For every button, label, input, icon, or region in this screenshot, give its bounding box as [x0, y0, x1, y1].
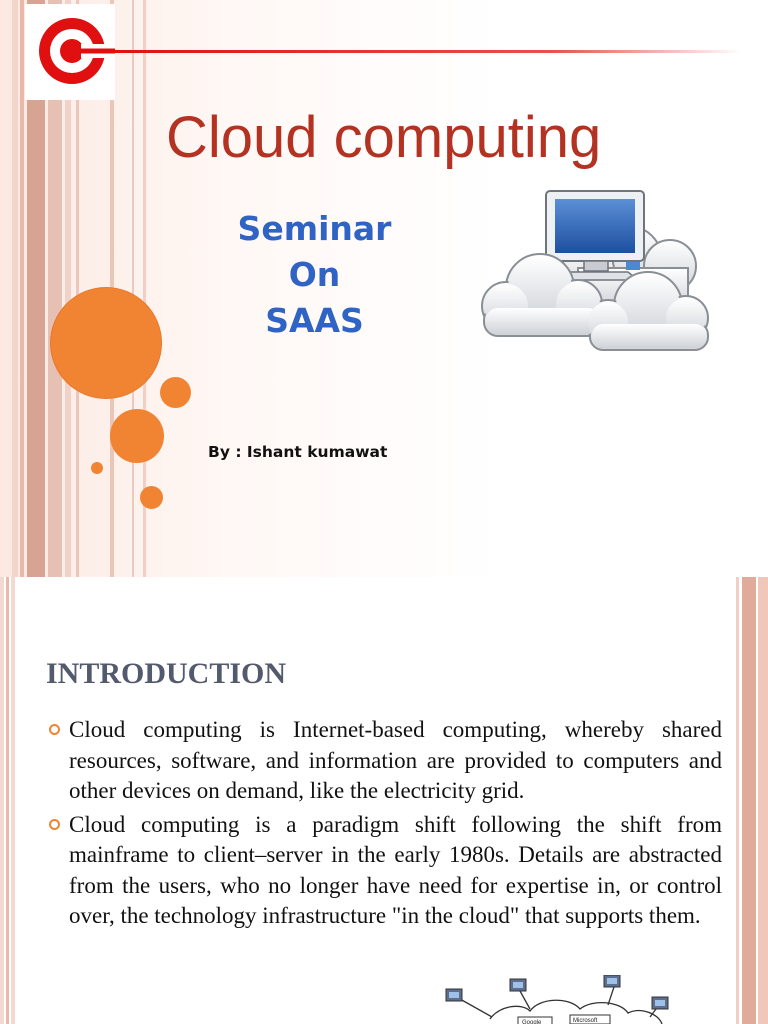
author-byline: By : Ishant kumawat	[208, 443, 388, 461]
bullet-icon	[49, 819, 60, 830]
seminar-subtitle	[232, 206, 397, 344]
bullet-icon	[49, 724, 60, 735]
stripe	[758, 577, 768, 1024]
stripe	[736, 577, 739, 1024]
list-item	[48, 715, 722, 807]
decor-circle	[110, 409, 164, 463]
decor-circle	[140, 486, 163, 509]
stripe	[11, 577, 15, 1024]
stripe	[742, 577, 756, 1024]
computer-icon	[446, 989, 462, 1001]
decor-circle	[51, 288, 161, 398]
section-heading: INTRODUCTION	[46, 657, 287, 690]
stripe	[20, 0, 24, 577]
stripe	[0, 577, 4, 1024]
decor-circle	[160, 377, 191, 408]
logo	[25, 4, 115, 100]
stripe	[12, 0, 18, 577]
decor-circle	[91, 462, 103, 474]
stripe	[6, 577, 9, 1024]
computer-icon	[652, 997, 668, 1009]
subtitle-line: On	[288, 255, 341, 294]
bullet-text: Cloud computing is a paradigm shift following the shift from mainframe to client–server in the early 1980s. Details are abstracted from the users, who no longer have need for expertise in, or control over, the technology infrastructure "in the cloud" that supports them.	[69, 811, 722, 928]
logo-line	[112, 50, 742, 53]
bullet-list	[48, 715, 722, 935]
diagram-label: Microsoft	[573, 1018, 598, 1024]
list-item	[48, 810, 722, 932]
subtitle-line: SAAS	[265, 301, 364, 340]
introduction-slide	[0, 577, 768, 1024]
slide-title: Cloud computing	[166, 105, 602, 170]
cloud-computer-icon	[478, 188, 714, 354]
bullet-text: Cloud computing is Internet-based computing, whereby shared resources, software, and information are provided to computers and other devices on demand, like the electricity grid.	[69, 717, 722, 803]
stripe	[132, 0, 134, 577]
diagram-label: Google	[522, 1020, 542, 1024]
cloud-network-diagram	[430, 975, 700, 1024]
c-logo-icon	[25, 4, 115, 100]
computer-icon	[510, 979, 526, 991]
subtitle-line: Seminar	[237, 209, 392, 248]
computer-icon	[604, 975, 620, 987]
